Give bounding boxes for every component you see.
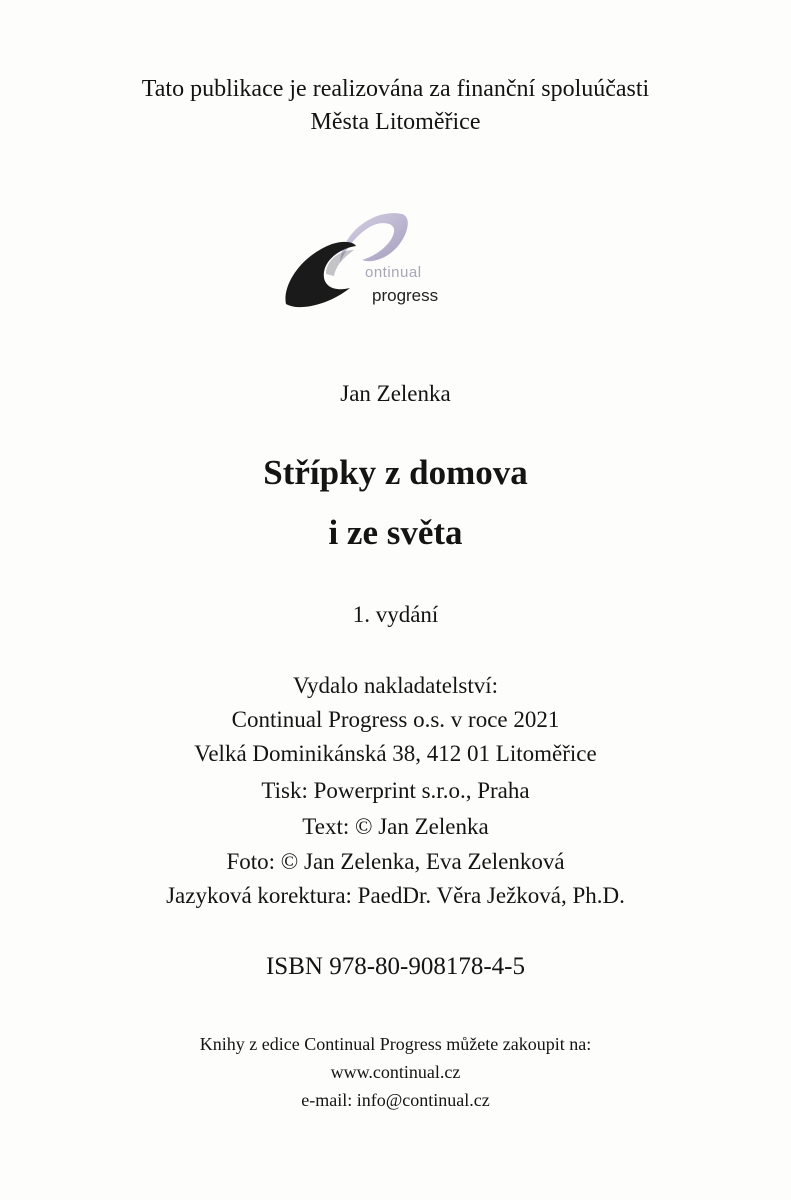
text-copyright: Text: © Jan Zelenka	[302, 814, 489, 839]
logo-text-progress: progress	[372, 286, 439, 305]
printer: Tisk: Powerprint s.r.o., Praha	[261, 778, 530, 803]
purchase-note: Knihy z edice Continual Progress můžete zakoupit na:	[199, 1034, 592, 1054]
logo-text-continual: ontinual	[365, 264, 422, 281]
publisher-address: Velká Dominikánská 38, 412 01 Litoměřice	[194, 741, 597, 766]
book-title-line-2: i ze světa	[328, 513, 463, 552]
continual-progress-logo	[280, 200, 480, 320]
photo-copyright: Foto: © Jan Zelenka, Eva Zelenková	[226, 849, 565, 874]
funding-note-line-2: Města Litoměřice	[310, 109, 481, 135]
publisher-label: Vydalo nakladatelství:	[292, 673, 499, 698]
isbn: ISBN 978-80-908178-4-5	[265, 953, 525, 980]
email: e-mail: info@continual.cz	[301, 1090, 490, 1110]
author-name: Jan Zelenka	[340, 381, 451, 406]
proofreading: Jazyková korektura: PaedDr. Věra Ježková, Ph.D.	[166, 883, 625, 908]
publisher: Continual Progress o.s. v roce 2021	[231, 707, 560, 732]
funding-note-line-1: Tato publikace je realizována za finanční spoluúčasti	[141, 76, 650, 102]
website: www.continual.cz	[330, 1062, 461, 1082]
edition: 1. vydání	[352, 602, 439, 627]
book-title-line-1: Střípky z domova	[263, 453, 528, 492]
